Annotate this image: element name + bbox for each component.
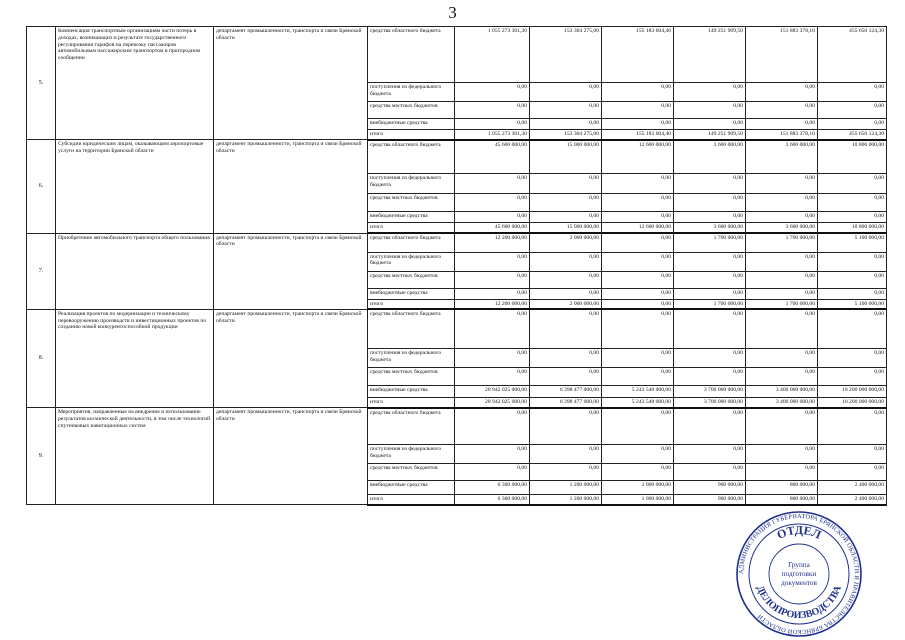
amount-cell: 0,00 [746, 271, 818, 288]
table-row [27, 27, 887, 83]
amount-cell: 1 000 000,00 [602, 495, 674, 505]
amount-cell: 0,00 [530, 212, 602, 223]
stamp-ring-text: АДМИНИСТРАЦИЯ ГУБЕРНАТОРА БРЯНСКОЙ ОБЛАСТИ И ПРАВИТЕЛЬСТВА БРЯНСКОЙ ОБЛАСТИ [737, 512, 861, 636]
amount-cell: 0,00 [602, 309, 674, 348]
amount-cell: 153 304 275,00 [530, 130, 602, 140]
table-row [27, 233, 887, 252]
amount-cell: 0,00 [602, 102, 674, 119]
amount-cell: 3 700 000 000,00 [674, 385, 746, 397]
funding-source: итого [368, 495, 455, 505]
amount-cell: 0,00 [818, 464, 887, 481]
executor-name: департамент промышленности, транспорта и связи Брянской области [214, 408, 368, 505]
amount-cell: 0,00 [455, 174, 530, 194]
amount-cell: 0,00 [674, 83, 746, 102]
amount-cell: 12 600 000,00 [602, 140, 674, 174]
amount-cell: 0,00 [674, 212, 746, 223]
amount-cell: 0,00 [602, 271, 674, 288]
row-number: 5. [27, 27, 56, 140]
funding-source: средства областного бюджета [368, 309, 455, 348]
funding-source: внебюджетные средства [368, 288, 455, 299]
funding-source: поступления из федерального бюджета [368, 174, 455, 194]
row-number: 8. [27, 309, 56, 407]
amount-cell: 0,00 [602, 83, 674, 102]
amount-cell: 0,00 [746, 309, 818, 348]
amount-cell: 3 400 000 000,00 [746, 397, 818, 407]
amount-cell: 0,00 [602, 233, 674, 252]
amount-cell: 0,00 [602, 174, 674, 194]
amount-cell: 1 055 273 301,30 [455, 27, 530, 83]
amount-cell: 153 304 275,00 [530, 27, 602, 83]
amount-cell: 6 300 000,00 [455, 495, 530, 505]
funding-source: средства областного бюджета [368, 140, 455, 174]
amount-cell: 0,00 [602, 464, 674, 481]
funding-source: внебюджетные средства [368, 385, 455, 397]
stamp-center-line-2: подготовки [781, 570, 817, 578]
amount-cell: 3 600 000,00 [674, 140, 746, 174]
amount-cell: 0,00 [746, 348, 818, 367]
amount-cell: 0,00 [455, 445, 530, 464]
amount-cell: 0,00 [818, 288, 887, 299]
amount-cell: 0,00 [602, 299, 674, 309]
amount-cell: 45 600 000,00 [455, 223, 530, 233]
amount-cell: 15 000 000,00 [530, 223, 602, 233]
amount-cell: 0,00 [818, 367, 887, 385]
amount-cell: 0,00 [602, 252, 674, 271]
funding-source: средства местных бюджетов [368, 464, 455, 481]
amount-cell: 0,00 [674, 288, 746, 299]
stamp-seal [735, 510, 863, 638]
funding-source: средства местных бюджетов [368, 102, 455, 119]
amount-cell: 0,00 [746, 102, 818, 119]
event-name: Компенсация транспортным организациям части потерь в доходах, возникающих в результате государственного регулирования тарифов на перевозку пассажиров автомобильным пассажирским транспортом в пригородном сообщении [56, 27, 214, 140]
amount-cell: 0,00 [746, 288, 818, 299]
amount-cell: 0,00 [455, 348, 530, 367]
amount-cell: 1 200 000,00 [530, 481, 602, 495]
budget-table [26, 26, 887, 506]
amount-cell: 1 700 000,00 [746, 233, 818, 252]
row-number: 9. [27, 408, 56, 505]
amount-cell: 3 400 000 000,00 [746, 385, 818, 397]
amount-cell: 0,00 [530, 367, 602, 385]
funding-source: итого [368, 130, 455, 140]
amount-cell: 0,00 [818, 271, 887, 288]
amount-cell: 5 100 000,00 [818, 233, 887, 252]
table-row [27, 309, 887, 348]
amount-cell: 6 398 477 000,00 [530, 385, 602, 397]
amount-cell: 0,00 [818, 348, 887, 367]
amount-cell: 0,00 [818, 119, 887, 130]
amount-cell: 1 000 000,00 [602, 481, 674, 495]
amount-cell: 0,00 [530, 348, 602, 367]
amount-cell: 0,00 [674, 174, 746, 194]
amount-cell: 0,00 [746, 119, 818, 130]
funding-source: поступления из федерального бюджета [368, 445, 455, 464]
amount-cell: 149 251 909,50 [674, 27, 746, 83]
funding-source: итого [368, 299, 455, 309]
amount-cell: 151 883 378,10 [746, 27, 818, 83]
amount-cell: 0,00 [818, 194, 887, 212]
funding-source: итого [368, 397, 455, 407]
amount-cell: 0,00 [746, 83, 818, 102]
amount-cell: 0,00 [818, 252, 887, 271]
svg-text:ОТДЕЛ [775, 523, 824, 542]
event-name: Мероприятия, направленные на внедрение и использование результатов космической деятельности, в том числе технологий спутниковых навигационных систем [56, 408, 214, 505]
funding-source: внебюджетные средства [368, 481, 455, 495]
svg-text:ДЕЛОПРОИЗВОДСТВА [754, 583, 844, 621]
funding-source: итого [368, 223, 455, 233]
amount-cell: 2 400 000,00 [818, 495, 887, 505]
amount-cell: 0,00 [674, 252, 746, 271]
amount-cell: 0,00 [674, 194, 746, 212]
amount-cell: 0,00 [746, 174, 818, 194]
amount-cell: 10 800 000,00 [818, 223, 887, 233]
amount-cell: 0,00 [530, 288, 602, 299]
amount-cell: 45 600 000,00 [455, 140, 530, 174]
executor-name: департамент промышленности, транспорта и связи Брянской области [214, 233, 368, 309]
amount-cell: 0,00 [530, 83, 602, 102]
amount-cell: 12 600 000,00 [602, 223, 674, 233]
amount-cell: 0,00 [674, 119, 746, 130]
stamp-center-line-1: Группа [788, 561, 810, 569]
funding-source: средства местных бюджетов [368, 194, 455, 212]
funding-source: средства областного бюджета [368, 233, 455, 252]
amount-cell: 0,00 [746, 408, 818, 445]
amount-cell: 0,00 [530, 174, 602, 194]
amount-cell: 5 243 548 000,00 [602, 397, 674, 407]
amount-cell: 10 200 000 000,00 [818, 385, 887, 397]
amount-cell: 3 600 000,00 [746, 223, 818, 233]
amount-cell: 455 650 124,30 [818, 130, 887, 140]
event-name: Приобретение автомобильного транспорта общего пользования [56, 233, 214, 309]
amount-cell: 151 883 378,10 [746, 130, 818, 140]
funding-source: внебюджетные средства [368, 119, 455, 130]
amount-cell: 0,00 [602, 367, 674, 385]
amount-cell: 0,00 [818, 445, 887, 464]
amount-cell: 455 650 124,30 [818, 27, 887, 83]
amount-cell: 0,00 [674, 464, 746, 481]
amount-cell: 0,00 [602, 348, 674, 367]
amount-cell: 6 398 477 000,00 [530, 397, 602, 407]
amount-cell: 0,00 [818, 408, 887, 445]
funding-source: поступления из федерального бюджета [368, 348, 455, 367]
amount-cell: 0,00 [818, 309, 887, 348]
amount-cell: 800 000,00 [746, 495, 818, 505]
amount-cell: 0,00 [602, 194, 674, 212]
amount-cell: 0,00 [818, 212, 887, 223]
amount-cell: 0,00 [530, 119, 602, 130]
funding-source: средства местных бюджетов [368, 367, 455, 385]
amount-cell: 0,00 [602, 408, 674, 445]
row-number: 6. [27, 140, 56, 233]
amount-cell: 6 300 000,00 [455, 481, 530, 495]
amount-cell: 0,00 [455, 83, 530, 102]
amount-cell: 0,00 [530, 408, 602, 445]
amount-cell: 12 200 000,00 [455, 299, 530, 309]
amount-cell: 28 942 025 000,00 [455, 397, 530, 407]
amount-cell: 0,00 [746, 445, 818, 464]
amount-cell: 1 200 000,00 [530, 495, 602, 505]
amount-cell: 5 243 548 000,00 [602, 385, 674, 397]
stamp-arc-top: ОТДЕЛ [774, 522, 824, 542]
amount-cell: 0,00 [674, 102, 746, 119]
amount-cell: 15 000 000,00 [530, 140, 602, 174]
amount-cell: 149 251 909,50 [674, 130, 746, 140]
amount-cell: 0,00 [530, 445, 602, 464]
amount-cell: 0,00 [602, 288, 674, 299]
amount-cell: 0,00 [746, 464, 818, 481]
amount-cell: 0,00 [455, 194, 530, 212]
amount-cell: 155 183 604,40 [602, 27, 674, 83]
amount-cell: 0,00 [530, 271, 602, 288]
funding-source: внебюджетные средства [368, 212, 455, 223]
funding-source: средства областного бюджета [368, 408, 455, 445]
stamp-arc-bottom: ДЕЛОПРОИЗВОДСТВА [754, 584, 844, 622]
amount-cell: 0,00 [530, 309, 602, 348]
amount-cell: 900 000,00 [674, 481, 746, 495]
page-number: 3 [448, 3, 457, 22]
amount-cell: 0,00 [602, 212, 674, 223]
amount-cell: 0,00 [746, 194, 818, 212]
amount-cell: 0,00 [602, 119, 674, 130]
amount-cell: 0,00 [674, 408, 746, 445]
amount-cell: 0,00 [455, 119, 530, 130]
amount-cell: 0,00 [455, 212, 530, 223]
amount-cell: 0,00 [455, 252, 530, 271]
amount-cell: 0,00 [455, 102, 530, 119]
amount-cell: 0,00 [530, 252, 602, 271]
amount-cell: 28 942 025 000,00 [455, 385, 530, 397]
funding-source: поступления из федерального бюджета [368, 252, 455, 271]
amount-cell: 0,00 [674, 348, 746, 367]
funding-source: средства областного бюджета [368, 27, 455, 83]
amount-cell: 2 000 000,00 [530, 299, 602, 309]
amount-cell: 3 700 000 000,00 [674, 397, 746, 407]
amount-cell: 0,00 [530, 464, 602, 481]
row-number: 7. [27, 233, 56, 309]
amount-cell: 12 200 000,00 [455, 233, 530, 252]
amount-cell: 800 000,00 [746, 481, 818, 495]
amount-cell: 1 700 000,00 [746, 299, 818, 309]
amount-cell: 0,00 [455, 288, 530, 299]
amount-cell: 0,00 [818, 102, 887, 119]
amount-cell: 0,00 [530, 194, 602, 212]
amount-cell: 10 800 000,00 [818, 140, 887, 174]
amount-cell: 1 700 000,00 [674, 299, 746, 309]
executor-name: департамент промышленности, транспорта и связи Брянской области [214, 140, 368, 233]
executor-name: департамент промышленности, транспорта и связи Брянской области [214, 27, 368, 140]
amount-cell: 0,00 [674, 271, 746, 288]
funding-source: средства местных бюджетов [368, 271, 455, 288]
amount-cell: 0,00 [455, 464, 530, 481]
stamp-center-line-3: документов [781, 579, 817, 587]
funding-source: поступления из федерального бюджета [368, 83, 455, 102]
amount-cell: 0,00 [818, 83, 887, 102]
amount-cell: 3 600 000,00 [674, 223, 746, 233]
amount-cell: 0,00 [455, 408, 530, 445]
event-name: Субсидии юридическим лицам, оказывающим аэропортовые услуги на территории Брянской области [56, 140, 214, 233]
amount-cell: 0,00 [455, 367, 530, 385]
amount-cell: 0,00 [818, 174, 887, 194]
amount-cell: 3 600 000,00 [746, 140, 818, 174]
table-row [27, 140, 887, 174]
amount-cell: 2 000 000,00 [530, 233, 602, 252]
event-name: Реализация проектов по модернизации и техническому перевооружению производств и инвестиционных проектов по созданию новой конкурентоспособной продукции [56, 309, 214, 407]
amount-cell: 0,00 [674, 309, 746, 348]
amount-cell: 0,00 [455, 271, 530, 288]
amount-cell: 0,00 [455, 309, 530, 348]
amount-cell: 0,00 [746, 367, 818, 385]
amount-cell: 0,00 [746, 212, 818, 223]
executor-name: департамент промышленности, транспорта и связи Брянской области [214, 309, 368, 407]
amount-cell: 0,00 [746, 252, 818, 271]
amount-cell: 5 100 000,00 [818, 299, 887, 309]
table-row [27, 408, 887, 445]
amount-cell: 2 400 000,00 [818, 481, 887, 495]
amount-cell: 155 183 604,40 [602, 130, 674, 140]
amount-cell: 1 055 273 301,30 [455, 130, 530, 140]
amount-cell: 0,00 [530, 102, 602, 119]
amount-cell: 0,00 [602, 445, 674, 464]
amount-cell: 1 700 000,00 [674, 233, 746, 252]
amount-cell: 0,00 [674, 367, 746, 385]
amount-cell: 10 200 000 000,00 [818, 397, 887, 407]
amount-cell: 0,00 [674, 445, 746, 464]
amount-cell: 900 000,00 [674, 495, 746, 505]
